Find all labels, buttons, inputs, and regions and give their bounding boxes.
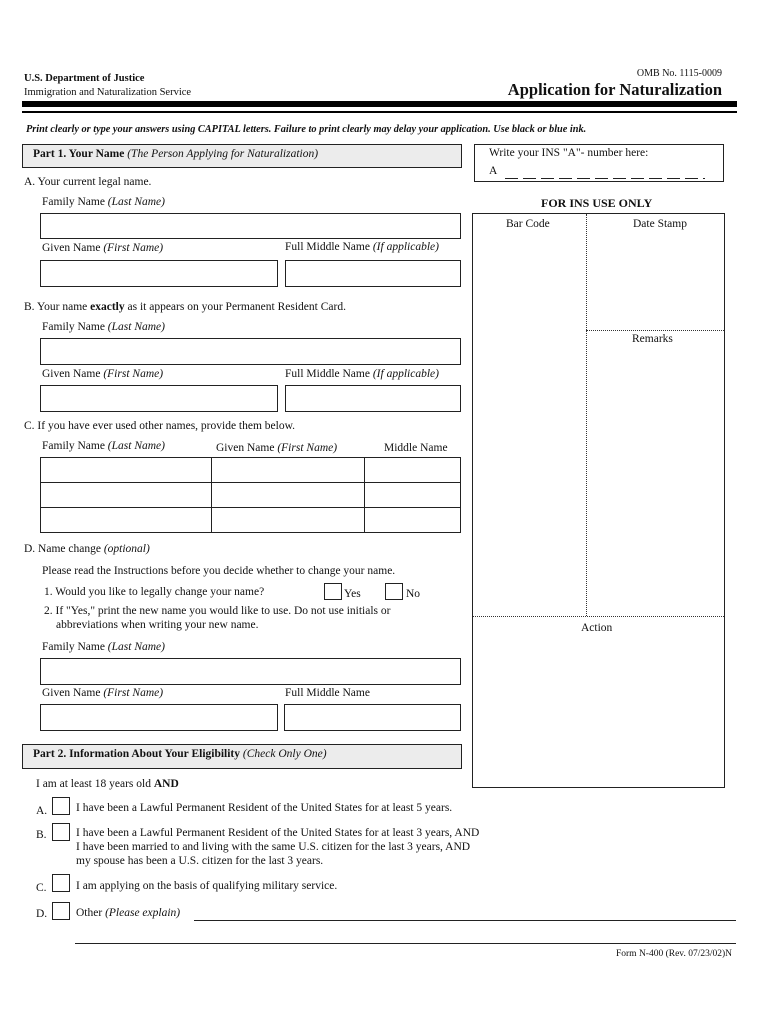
if-applicable-hint: (If applicable) <box>372 368 439 380</box>
a-number-box <box>474 144 724 182</box>
barcode-divider <box>586 214 587 616</box>
new-middle-name-input[interactable] <box>284 704 461 731</box>
agency-name: U.S. Department of Justice <box>24 73 145 84</box>
a-number-input[interactable] <box>505 165 705 179</box>
middle-name-text: Full Middle Name <box>285 241 373 253</box>
other-explain-input[interactable] <box>194 920 736 921</box>
option-b-line-3: my spouse has been a U.S. citizen for the last 3 years. <box>76 855 324 867</box>
section-c-label: C. If you have ever used other names, provide them below. <box>24 420 296 432</box>
other-middle-name-input[interactable] <box>365 483 461 508</box>
header-rule-thin <box>22 111 737 113</box>
middle-name-label: Full Middle Name <box>285 687 370 699</box>
part1-title: Part 1. Your Name <box>33 148 125 160</box>
part1-heading <box>22 144 462 168</box>
first-name-hint: (First Name) <box>103 368 164 380</box>
bar-code-label: Bar Code <box>506 218 550 230</box>
instructions: Print clearly or type your answers using CAPITAL letters. Failure to print clearly may delay your application. Use black or blue ink. <box>26 124 587 135</box>
other-family-name-input[interactable] <box>41 483 212 508</box>
last-name-hint: (Last Name) <box>107 321 165 333</box>
form-number: Form N-400 (Rev. 07/23/02)N <box>615 949 732 959</box>
table-row <box>41 458 461 483</box>
optional-hint: (optional) <box>103 543 150 555</box>
other-names-table <box>40 457 461 533</box>
option-b-line-1: I have been a Lawful Permanent Resident of the United States for at least 3 years, AND <box>76 827 480 839</box>
family-name-label <box>42 641 165 653</box>
current-family-name-input[interactable] <box>40 213 461 239</box>
section-d-text: D. Name change <box>24 543 104 555</box>
first-name-hint: (First Name) <box>103 687 164 699</box>
other-middle-name-input[interactable] <box>365 508 461 533</box>
part2-heading <box>22 744 462 769</box>
given-name-label <box>42 687 163 699</box>
option-b-line-2: I have been married to and living with the same U.S. citizen for the last 3 years, AND <box>76 841 471 853</box>
middle-name-text: Full Middle Name <box>285 368 373 380</box>
eligibility-intro-text: I am at least 18 years old <box>36 778 154 790</box>
family-name-text: Family Name <box>42 321 108 333</box>
section-a-label: A. Your current legal name. <box>24 176 152 188</box>
part2-subtitle: (Check Only One) <box>242 748 327 760</box>
option-d-checkbox[interactable] <box>52 902 70 920</box>
family-name-label <box>42 440 165 452</box>
name-change-instructions: Please read the Instructions before you decide whether to change your name. <box>42 565 396 577</box>
table-row <box>41 483 461 508</box>
yes-label: Yes <box>344 588 361 600</box>
a-number-label: Write your INS "A"- number here: <box>489 147 649 159</box>
no-checkbox[interactable] <box>385 583 403 600</box>
given-name-text: Given Name <box>216 442 278 454</box>
a-number-prefix: A <box>489 165 498 177</box>
given-name-text: Given Name <box>42 242 104 254</box>
eligibility-intro-and: AND <box>153 778 179 790</box>
current-given-name-input[interactable] <box>40 260 278 287</box>
option-a-checkbox[interactable] <box>52 797 70 815</box>
last-name-hint: (Last Name) <box>107 196 165 208</box>
card-middle-name-input[interactable] <box>285 385 461 412</box>
new-family-name-input[interactable] <box>40 658 461 685</box>
new-name-instruction-1: 2. If "Yes," print the new name you would like to use. Do not use initials or <box>44 605 391 617</box>
middle-name-label <box>285 241 439 253</box>
new-name-instruction-2: abbreviations when writing your new name. <box>56 619 259 631</box>
yes-checkbox[interactable] <box>324 583 342 600</box>
date-stamp-label: Date Stamp <box>633 218 687 230</box>
other-family-name-input[interactable] <box>41 458 212 483</box>
option-d-explain-hint: (Please explain) <box>105 907 181 919</box>
family-name-text: Family Name <box>42 440 108 452</box>
middle-name-col-label: Middle Name <box>384 442 448 454</box>
option-d-letter: D. <box>36 908 48 920</box>
other-given-name-input[interactable] <box>212 458 365 483</box>
section-b-pre: B. Your name <box>24 301 91 313</box>
no-label: No <box>406 588 421 600</box>
given-name-label <box>216 442 337 454</box>
family-name-label <box>42 196 165 208</box>
family-name-text: Family Name <box>42 641 108 653</box>
option-b-checkbox[interactable] <box>52 823 70 841</box>
header-rule-thick <box>22 101 737 107</box>
option-b-letter: B. <box>36 829 47 841</box>
given-name-text: Given Name <box>42 687 104 699</box>
given-name-text: Given Name <box>42 368 104 380</box>
option-d-other: Other <box>76 907 106 919</box>
service-name: Immigration and Naturalization Service <box>24 87 192 98</box>
other-given-name-input[interactable] <box>212 483 365 508</box>
option-c-letter: C. <box>36 882 47 894</box>
given-name-label <box>42 368 163 380</box>
option-d-text <box>76 907 180 919</box>
new-given-name-input[interactable] <box>40 704 278 731</box>
family-name-label <box>42 321 165 333</box>
card-given-name-input[interactable] <box>40 385 278 412</box>
ins-use-heading: FOR INS USE ONLY <box>541 196 653 210</box>
option-a-letter: A. <box>36 805 48 817</box>
last-name-hint: (Last Name) <box>107 440 165 452</box>
action-divider <box>473 616 724 617</box>
option-a-text: I have been a Lawful Permanent Resident of the United States for at least 5 years. <box>76 802 453 814</box>
middle-name-label <box>285 368 439 380</box>
section-b-post: as it appears on your Permanent Resident Card. <box>124 301 346 313</box>
form-title: Application for Naturalization <box>507 80 722 99</box>
part2-title: Part 2. Information About Your Eligibility <box>33 748 241 760</box>
action-label: Action <box>581 622 613 634</box>
other-middle-name-input[interactable] <box>365 458 461 483</box>
part1-subtitle: (The Person Applying for Naturalization) <box>127 148 319 160</box>
ins-use-box <box>472 213 725 788</box>
if-applicable-hint: (If applicable) <box>372 241 439 253</box>
section-d-label <box>24 543 150 555</box>
omb-number: OMB No. 1115-0009 <box>636 68 722 79</box>
other-given-name-input[interactable] <box>212 508 365 533</box>
option-c-checkbox[interactable] <box>52 874 70 892</box>
footer-rule <box>75 943 736 944</box>
section-b-bold: exactly <box>90 301 125 313</box>
eligibility-intro <box>36 778 179 790</box>
name-change-question: 1. Would you like to legally change your name? <box>44 586 265 598</box>
other-family-name-input[interactable] <box>41 508 212 533</box>
card-family-name-input[interactable] <box>40 338 461 365</box>
current-middle-name-input[interactable] <box>285 260 461 287</box>
remarks-label: Remarks <box>632 333 673 345</box>
table-row <box>41 508 461 533</box>
family-name-text: Family Name <box>42 196 108 208</box>
option-c-text: I am applying on the basis of qualifying military service. <box>76 880 338 892</box>
section-b-label <box>24 301 346 313</box>
given-name-label <box>42 242 163 254</box>
remarks-divider <box>586 330 724 331</box>
first-name-hint: (First Name) <box>277 442 338 454</box>
first-name-hint: (First Name) <box>103 242 164 254</box>
last-name-hint: (Last Name) <box>107 641 165 653</box>
